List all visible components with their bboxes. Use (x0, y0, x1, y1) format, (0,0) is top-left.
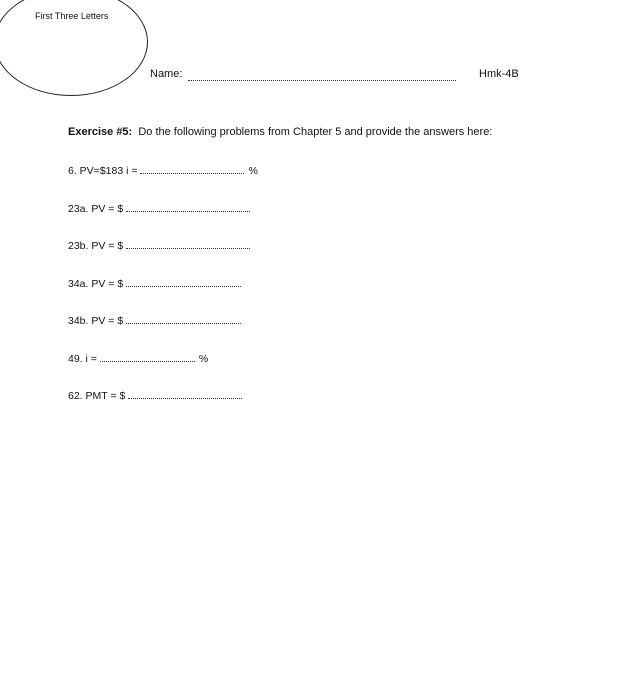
question-23b (68, 238, 254, 252)
question-34a (68, 276, 245, 290)
question-label: 62. PMT = $ (68, 390, 126, 402)
exercise-instructions: Do the following problems from Chapter 5 and provide the answers here: (138, 126, 493, 138)
question-label: 34b. PV = $ (68, 315, 124, 327)
question-label: 34a. PV = $ (68, 278, 124, 290)
answer-blank[interactable] (140, 163, 244, 174)
name-label: Name: (150, 68, 183, 80)
question-label: 49. i = (68, 353, 97, 365)
answer-blank[interactable] (126, 276, 241, 287)
assignment-id: Hmk-4B (479, 68, 519, 80)
name-blank-line[interactable] (188, 69, 456, 81)
exercise-title: Exercise #5: (68, 126, 133, 138)
answer-blank[interactable] (126, 313, 241, 324)
exercise-heading (68, 126, 492, 138)
answer-blank[interactable] (126, 238, 250, 249)
answer-blank[interactable] (100, 351, 195, 362)
answer-blank[interactable] (126, 201, 250, 212)
answer-blank[interactable] (128, 388, 242, 399)
initials-label: First Three Letters (35, 11, 109, 21)
question-label: 6. PV=$183 i = (68, 165, 138, 177)
question-label: 23b. PV = $ (68, 240, 124, 252)
question-34b (68, 313, 245, 327)
question-62 (68, 388, 246, 402)
question-suffix: % (248, 165, 258, 177)
question-6 (68, 163, 258, 177)
question-suffix: % (198, 353, 209, 365)
question-label: 23a. PV = $ (68, 203, 124, 215)
question-49 (68, 351, 208, 365)
question-23a (68, 201, 254, 215)
